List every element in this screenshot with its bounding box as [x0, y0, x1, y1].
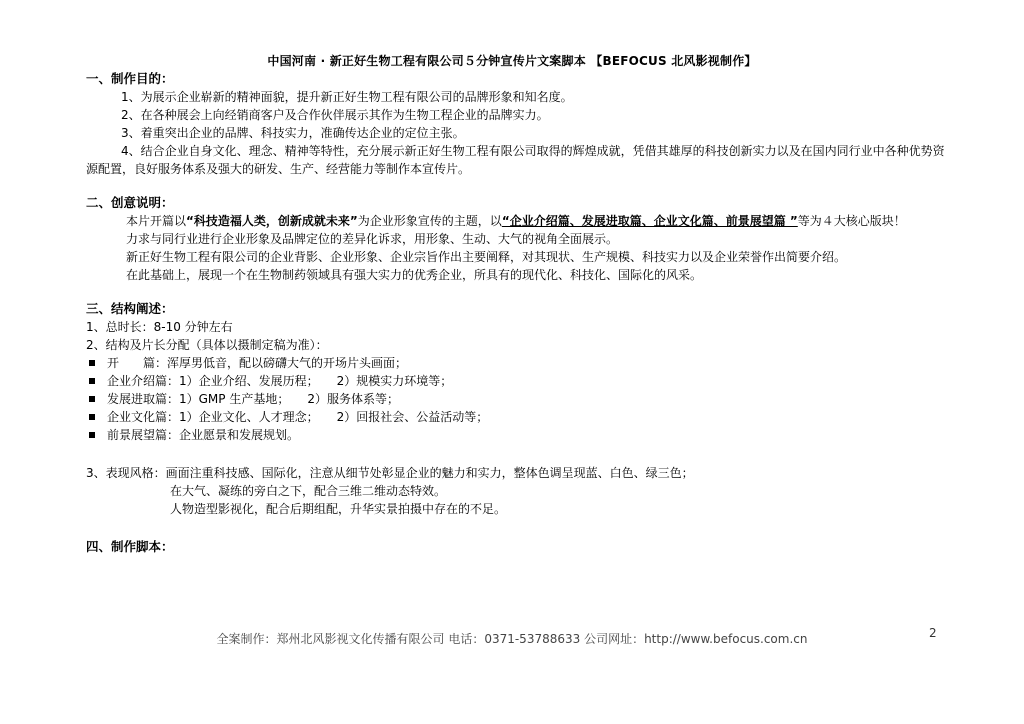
creative-chapters: “企业介绍篇、发展进取篇、企业文化篇、前景展望篇 ”	[501, 214, 798, 228]
creative-paragraph-2: 力求与同行业进行企业形象及品牌定位的差异化诉求，用形象、生动、大气的视角全面展示。	[126, 232, 619, 246]
page-footer: 全案制作：郑州北风影视文化传播有限公司 电话：0371-53788633 公司网址：http://www.befocus.com.cn	[216, 632, 808, 646]
creative-text-a: 本片开篇以	[126, 214, 187, 228]
creative-paragraph-4: 在此基础上，展现一个在生物制药领域具有强大实力的优秀企业，所具有的现代化、科技化、国际化的风采。	[126, 268, 703, 282]
creative-text-b: 为企业形象宣传的主题，以	[357, 214, 502, 228]
bullet-text: 发展进取篇：1）GMP 生产基地； 2）服务体系等；	[107, 392, 399, 406]
structure-bullet-opening	[86, 354, 946, 372]
bullet-text: 开 篇：浑厚男低音，配以磅礴大气的开场片头画面；	[107, 356, 408, 370]
creative-paragraph-3: 新正好生物工程有限公司的企业背影、企业形象、企业宗旨作出主要阐释，对其现状、生产规模、科技实力以及企业荣誉作出简要介绍。	[126, 250, 847, 264]
bullet-square-icon	[89, 396, 95, 402]
structure-bullet-outlook	[86, 426, 946, 444]
style-line-2: 在大气、凝练的旁白之下，配合三维二维动态特效。	[170, 484, 447, 498]
creative-text-c: 等为４大核心版块！	[797, 214, 906, 228]
purpose-item-4: 4、结合企业自身文化、理念、精神等特性，充分展示新正好生物工程有限公司取得的辉煌成就，凭借其雄厚的科技创新实力以及在国内同行业中各种优势资源配置，良好服务体系及强大的研发、生产、经营能力等制作本宣传片。	[86, 144, 945, 176]
structure-duration: 1、总时长：8-10 分钟左右	[86, 320, 233, 334]
structure-bullet-intro	[86, 372, 946, 390]
structure-bullet-progress	[86, 390, 946, 408]
structure-bullet-culture	[86, 408, 946, 426]
bullet-square-icon	[89, 360, 95, 366]
bullet-text: 前景展望篇：企业愿景和发展规划。	[107, 428, 300, 442]
bullet-square-icon	[89, 432, 95, 438]
section-heading-creative: 二、创意说明：	[86, 195, 174, 210]
style-line-3: 人物造型影视化，配合后期组配，升华实景拍摄中存在的不足。	[170, 502, 507, 516]
document-title: 中国河南 · 新正好生物工程有限公司５分钟宣传片文案脚本 【BEFOCUS 北风影视制作】	[267, 54, 757, 68]
structure-allocation: 2、结构及片长分配（具体以摄制定稿为准）：	[86, 338, 328, 352]
purpose-item-2: 2、在各种展会上向经销商客户及合作伙伴展示其作为生物工程企业的品牌实力。	[121, 108, 549, 122]
section-heading-script: 四、制作脚本：	[86, 539, 174, 554]
section-heading-structure: 三、结构阐述：	[86, 301, 174, 316]
creative-paragraph-1	[86, 212, 946, 230]
creative-theme: “科技造福人类，创新成就未来”	[186, 214, 358, 228]
bullet-text: 企业文化篇：1）企业文化、人才理念； 2）回报社会、公益活动等；	[107, 410, 489, 424]
purpose-item-1: 1、为展示企业崭新的精神面貌，提升新正好生物工程有限公司的品牌形象和知名度。	[121, 90, 573, 104]
style-line-1: 3、表现风格：画面注重科技感、国际化，注意从细节处彰显企业的魅力和实力，整体色调呈现蓝、白色、绿三色；	[86, 466, 694, 480]
bullet-square-icon	[89, 414, 95, 420]
document-body	[86, 70, 946, 556]
section-heading-purpose: 一、制作目的：	[86, 71, 174, 86]
purpose-item-3: 3、着重突出企业的品牌、科技实力，准确传达企业的定位主张。	[121, 126, 465, 140]
bullet-square-icon	[89, 378, 95, 384]
bullet-text: 企业介绍篇：1）企业介绍、发展历程； 2）规模实力环境等；	[107, 374, 453, 388]
page-number: 2	[929, 626, 937, 640]
